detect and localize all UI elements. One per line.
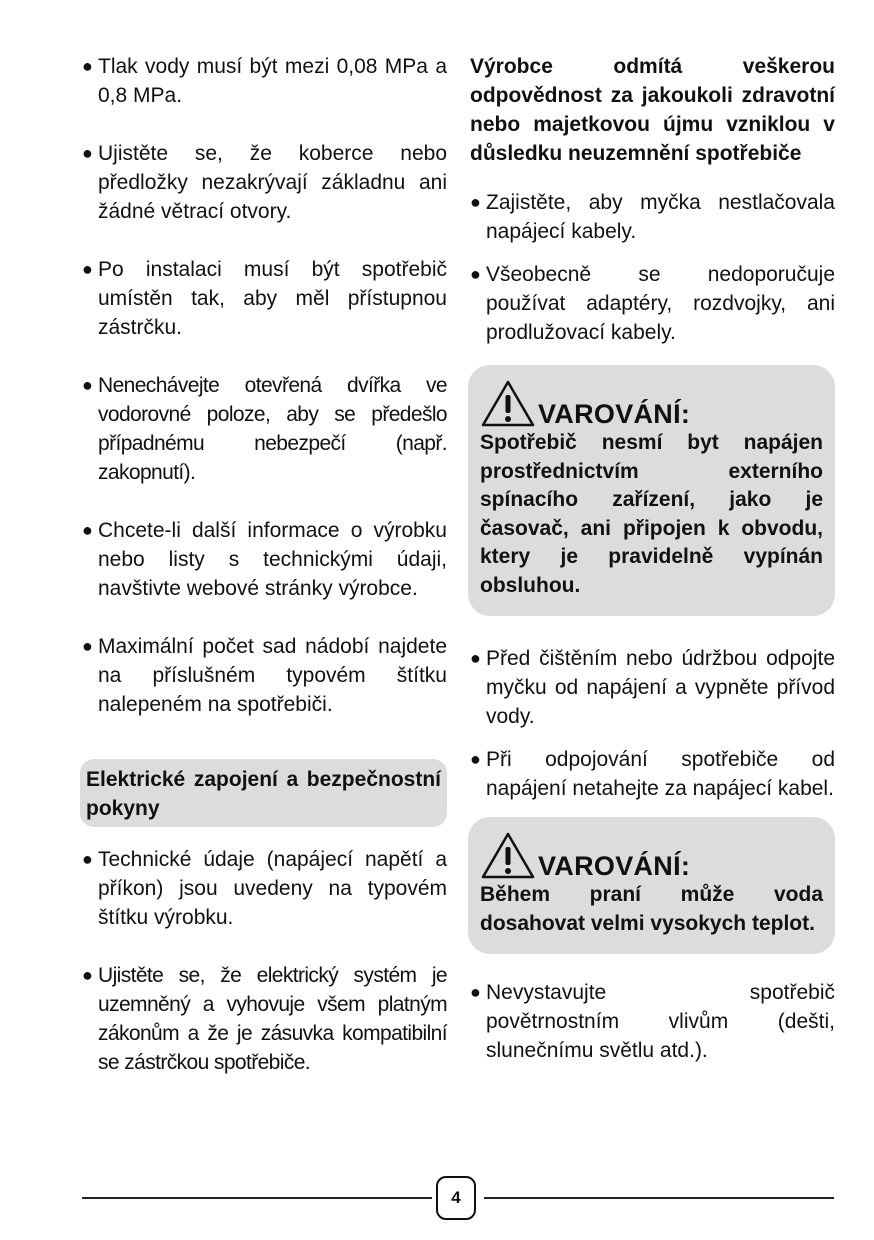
list-item: ● Nenechávejte otevřená dvířka ve vodorovné poloze, aby se předešlo případnému nebezpečí (např. zakopnutí). <box>82 371 447 487</box>
list-item: ● Technické údaje (napájecí napětí a příkon) jsou uvedeny na typovém štítku výrobku. <box>82 845 447 932</box>
left-column <box>82 52 447 1106</box>
list-item: ● Chcete-li další informace o výrobku nebo listy s technickými údaji, navštivte webové stránky výrobce. <box>82 516 447 603</box>
bullet-dot-icon: ● <box>470 749 481 769</box>
list-item: ● Po instalaci musí být spotřebič umístěn tak, aby měl přístupnou zástrčku. <box>82 255 447 342</box>
warning-box-1 <box>468 365 835 616</box>
list-item: ● Tlak vody musí být mezi 0,08 MPa a 0,8 MPa. <box>82 52 447 110</box>
warning-triangle-icon <box>480 831 536 881</box>
list-item: ● Ujistěte se, že koberce nebo předložky nezakrývají základnu ani žádné větrací otvory. <box>82 139 447 226</box>
bullet-dot-icon: ● <box>470 264 481 284</box>
list-item: ● Při odpojování spotřebiče od napájení netahejte za napájecí kabel. <box>470 745 835 803</box>
bullet-dot-icon: ● <box>470 648 481 668</box>
list-item: ● Ujistěte se, že elektrický systém je uzemněný a vyhovuje všem platným zákonům a že je zásuvka kompatibilní se zástrčkou spotřebiče. <box>82 961 447 1077</box>
bullet-dot-icon: ● <box>470 192 481 212</box>
footer-divider-left <box>82 1197 432 1199</box>
list-item: ● Zajistěte, aby myčka nestlačovala napájecí kabely. <box>470 188 835 246</box>
list-item: ● Nevystavujte spotřebič povětrnostním vlivům (dešti, slunečnímu světlu atd.). <box>470 978 835 1065</box>
warning-title: VAROVÁNÍ: <box>538 399 691 429</box>
warning-triangle-icon <box>480 379 536 429</box>
section-heading: Elektrické zapojení a bezpečnostní pokyny <box>80 759 447 827</box>
list-item: ● Před čištěním nebo údržbou odpojte myčku od napájení a vypněte přívod vody. <box>470 644 835 731</box>
page-number: 4 <box>436 1176 476 1220</box>
bullet-dot-icon: ● <box>82 143 93 163</box>
warning-title: VAROVÁNÍ: <box>538 851 691 881</box>
bullet-dot-icon: ● <box>82 375 93 395</box>
list-item: ● Maximální počet sad nádobí najdete na příslušném typovém štítku nalepeném na spotřebiči. <box>82 632 447 719</box>
bullet-dot-icon: ● <box>82 636 93 656</box>
warning-text: Spotřebič nesmí byt napájen prostřednictvím externího spínacího zařízení, jako je časovač, ani připojen k obvodu, ktery je pravidelně vypínán obsluhou. <box>480 431 823 597</box>
bullet-dot-icon: ● <box>82 56 93 76</box>
bullet-dot-icon: ● <box>82 520 93 540</box>
warning-box-2 <box>468 817 835 954</box>
right-column <box>470 52 835 1079</box>
page-footer <box>82 1176 834 1224</box>
disclaimer-text: Výrobce odmítá veškerou odpovědnost za jakoukoli zdravotní nebo majetkovou újmu vzniklou v důsledku neuzemnění spotřebiče <box>470 55 835 165</box>
bullet-dot-icon: ● <box>82 849 93 869</box>
footer-divider-right <box>484 1197 834 1199</box>
warning-text: Během praní může voda dosahovat velmi vysokych teplot. <box>480 883 823 935</box>
bullet-dot-icon: ● <box>470 982 481 1002</box>
list-item: ● Všeobecně se nedoporučuje používat adaptéry, rozdvojky, ani prodlužovací kabely. <box>470 260 835 347</box>
bullet-dot-icon: ● <box>82 259 93 279</box>
bullet-dot-icon: ● <box>82 965 93 985</box>
